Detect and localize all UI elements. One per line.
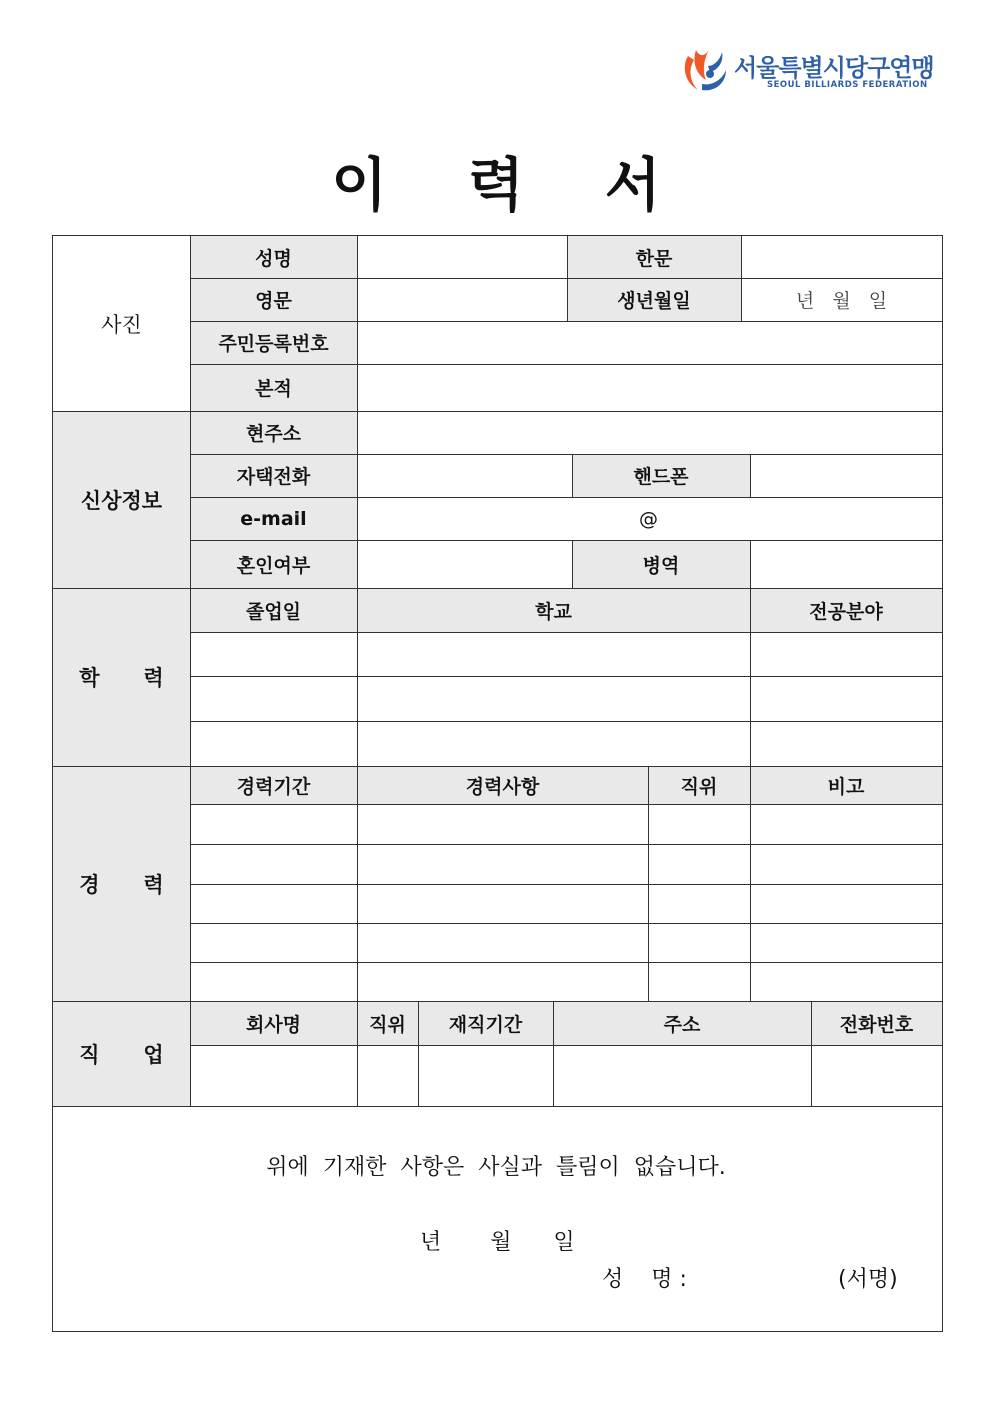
grid-line bbox=[190, 962, 943, 963]
grid-line bbox=[190, 721, 943, 722]
job-header-phone: 전화번호 bbox=[811, 1001, 942, 1045]
grid-line bbox=[190, 235, 191, 1107]
job-header-position: 직위 bbox=[357, 1001, 418, 1045]
mobile-field[interactable] bbox=[750, 454, 942, 497]
hanja-label: 한문 bbox=[567, 236, 741, 278]
section-education-label: 학 력 bbox=[53, 588, 190, 766]
declaration-signature[interactable]: (서명) bbox=[838, 1267, 898, 1292]
edu-row-3-school[interactable] bbox=[357, 721, 750, 766]
job-header-company: 회사명 bbox=[190, 1001, 357, 1045]
edu-header-major: 전공분야 bbox=[750, 588, 942, 632]
email-field[interactable] bbox=[357, 497, 942, 540]
edu-row-2-school[interactable] bbox=[357, 676, 750, 721]
edu-row-1-school[interactable] bbox=[357, 632, 750, 676]
military-label: 병역 bbox=[572, 540, 750, 588]
grid-line bbox=[418, 1001, 419, 1107]
grid-line bbox=[190, 278, 943, 279]
grid-line bbox=[357, 235, 358, 1107]
grid-line bbox=[190, 844, 943, 845]
english-name-field[interactable] bbox=[357, 278, 567, 321]
career-header-position: 직위 bbox=[648, 766, 750, 804]
english-name-label: 영문 bbox=[190, 278, 357, 321]
career-header-remarks: 비고 bbox=[750, 766, 942, 804]
rrn-label: 주민등록번호 bbox=[190, 321, 357, 364]
edu-row-3-major[interactable] bbox=[750, 721, 942, 766]
document-title: 이 력 서 bbox=[331, 151, 661, 219]
declaration-name-label[interactable]: 성 명 : bbox=[602, 1267, 687, 1292]
career-rows[interactable] bbox=[190, 804, 942, 1001]
grid-line bbox=[52, 411, 943, 412]
declaration-date: 년 월 일 bbox=[420, 1230, 575, 1255]
grid-line bbox=[190, 804, 943, 805]
origin-field[interactable] bbox=[357, 364, 942, 411]
federation-logo-icon bbox=[680, 44, 730, 96]
job-company-field[interactable] bbox=[190, 1045, 357, 1106]
grid-line bbox=[190, 884, 943, 885]
logo-title: 서울특별시당구연맹 bbox=[734, 54, 934, 82]
section-job-label: 직 업 bbox=[53, 1001, 190, 1106]
home-phone-label: 자택전화 bbox=[190, 454, 357, 497]
grid-line bbox=[190, 923, 943, 924]
grid-line bbox=[52, 1001, 943, 1002]
grid-line bbox=[572, 454, 573, 497]
edu-header-school: 학교 bbox=[357, 588, 750, 632]
address-field[interactable] bbox=[357, 411, 942, 454]
career-header-period: 경력기간 bbox=[190, 766, 357, 804]
birth-date-field[interactable]: 년 월 일 bbox=[795, 290, 888, 312]
rrn-field[interactable] bbox=[357, 321, 942, 364]
section-personal-label: 신상정보 bbox=[53, 411, 190, 588]
job-header-address: 주소 bbox=[553, 1001, 811, 1045]
grid-line bbox=[52, 588, 943, 589]
marital-status-label: 혼인여부 bbox=[190, 540, 357, 588]
grid-line bbox=[750, 588, 751, 1001]
origin-label: 본적 bbox=[190, 364, 357, 411]
email-at-sign: @ bbox=[639, 507, 658, 530]
declaration-statement: 위에 기재한 사항은 사실과 틀림이 없습니다. bbox=[266, 1155, 726, 1180]
marital-status-field[interactable] bbox=[357, 540, 572, 588]
mobile-label: 핸드폰 bbox=[572, 454, 750, 497]
grid-line bbox=[190, 321, 943, 322]
home-phone-field[interactable] bbox=[357, 454, 572, 497]
grid-line bbox=[553, 1001, 554, 1107]
job-phone-field[interactable] bbox=[811, 1045, 942, 1106]
job-tenure-field[interactable] bbox=[418, 1045, 553, 1106]
name-field[interactable] bbox=[357, 236, 567, 278]
edu-header-graduation: 졸업일 bbox=[190, 588, 357, 632]
edu-row-1-major[interactable] bbox=[750, 632, 942, 676]
name-label: 성명 bbox=[190, 236, 357, 278]
edu-row-3-date[interactable] bbox=[190, 721, 357, 766]
job-position-field[interactable] bbox=[357, 1045, 418, 1106]
grid-line bbox=[190, 540, 943, 541]
birth-date-label: 생년월일 bbox=[567, 278, 741, 321]
section-career-label: 경 력 bbox=[53, 766, 190, 1001]
hanja-field[interactable] bbox=[741, 236, 942, 278]
federation-logo bbox=[680, 44, 945, 100]
grid-line bbox=[190, 454, 943, 455]
grid-line bbox=[750, 540, 751, 588]
grid-line bbox=[52, 766, 943, 767]
table-border-top bbox=[52, 235, 943, 236]
job-header-tenure: 재직기간 bbox=[418, 1001, 553, 1045]
grid-line bbox=[190, 497, 943, 498]
table-border-bottom bbox=[52, 1331, 943, 1332]
edu-row-2-date[interactable] bbox=[190, 676, 357, 721]
grid-line bbox=[52, 1106, 943, 1107]
logo-subtitle: SEOUL BILLIARDS FEDERATION bbox=[767, 80, 928, 90]
grid-line bbox=[750, 454, 751, 497]
military-field[interactable] bbox=[750, 540, 942, 588]
edu-row-2-major[interactable] bbox=[750, 676, 942, 721]
address-label: 현주소 bbox=[190, 411, 357, 454]
career-header-details: 경력사항 bbox=[357, 766, 648, 804]
email-label: e-mail bbox=[190, 497, 357, 540]
grid-line bbox=[190, 1045, 943, 1046]
grid-line bbox=[190, 676, 943, 677]
grid-line bbox=[811, 1001, 812, 1107]
photo-box[interactable] bbox=[53, 236, 190, 411]
grid-line bbox=[572, 540, 573, 588]
grid-line bbox=[190, 364, 943, 365]
edu-row-1-date[interactable] bbox=[190, 632, 357, 676]
photo-label: 사진 bbox=[101, 312, 142, 337]
job-address-field[interactable] bbox=[553, 1045, 811, 1106]
grid-line bbox=[190, 632, 943, 633]
